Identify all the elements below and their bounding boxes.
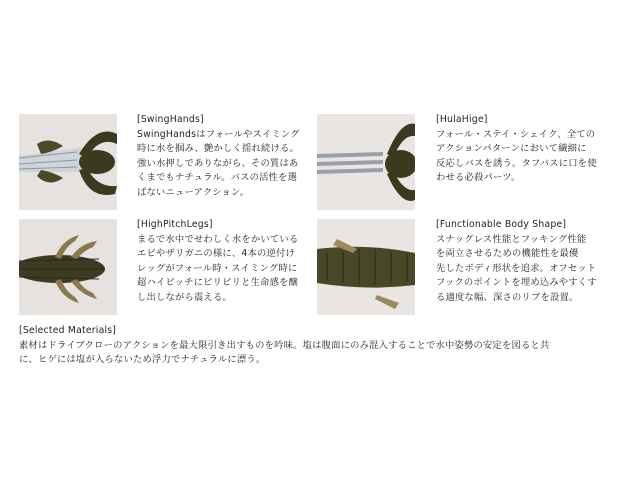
materials-title: [Selected Materials] — [19, 325, 117, 336]
hulahige-description: フォール・ステイ・シェイク、全ての アクションパターンにおいて繊細に 反応しバスを誘う。タフバスに口を使 わせる必殺パーツ。 — [436, 128, 597, 184]
body-shape-block — [436, 218, 626, 306]
swinghands-block — [137, 113, 317, 201]
body-shape-photo — [317, 219, 415, 315]
body-shape-title: [Functionable Body Shape] — [436, 219, 567, 230]
highpitchlegs-description: まるで水中でせわしく水をかいている エビやザリガニの様に、4本の逆付け レッグがフォール時・スイミング時に 超ハイピッチにピリピリと生命感を醸 し出しながら震える。 — [137, 233, 299, 303]
body-shape-description: スナッグレス性能とフッキング性能 を両立させるための機能性を最優 先したボディ形状を追求。オフセット フックのポイントを埋め込みやすくす る適度な幅、深さのリブを設置。 — [436, 233, 597, 303]
highpitchlegs-title: [HighPitchLegs] — [137, 219, 213, 230]
swinghands-photo — [19, 114, 117, 210]
highpitchlegs-block — [137, 218, 317, 306]
materials-block — [19, 324, 624, 368]
swinghands-description: SwingHandsはフォールやスイミング 時に水を掴み、艶かしく揺れ続ける。 強い水押しでありながら、その質はあ くまでもナチュラル。バスの活性を選 ばないニューアクション。 — [137, 128, 300, 198]
highpitchlegs-photo — [19, 219, 117, 315]
hulahige-title: [HulaHige] — [436, 114, 488, 125]
hulahige-block — [436, 113, 621, 186]
materials-description: 素材はドライブクローのアクションを最大限引き出すものを吟味。塩は腹面にのみ混入することで水中姿勢の安定を図ると共 に、ヒゲには塩が入らないため浮力でナチュラルに漂う。 — [19, 339, 550, 366]
swinghands-title: [SwingHands] — [137, 114, 204, 125]
hulahige-photo — [317, 114, 415, 210]
